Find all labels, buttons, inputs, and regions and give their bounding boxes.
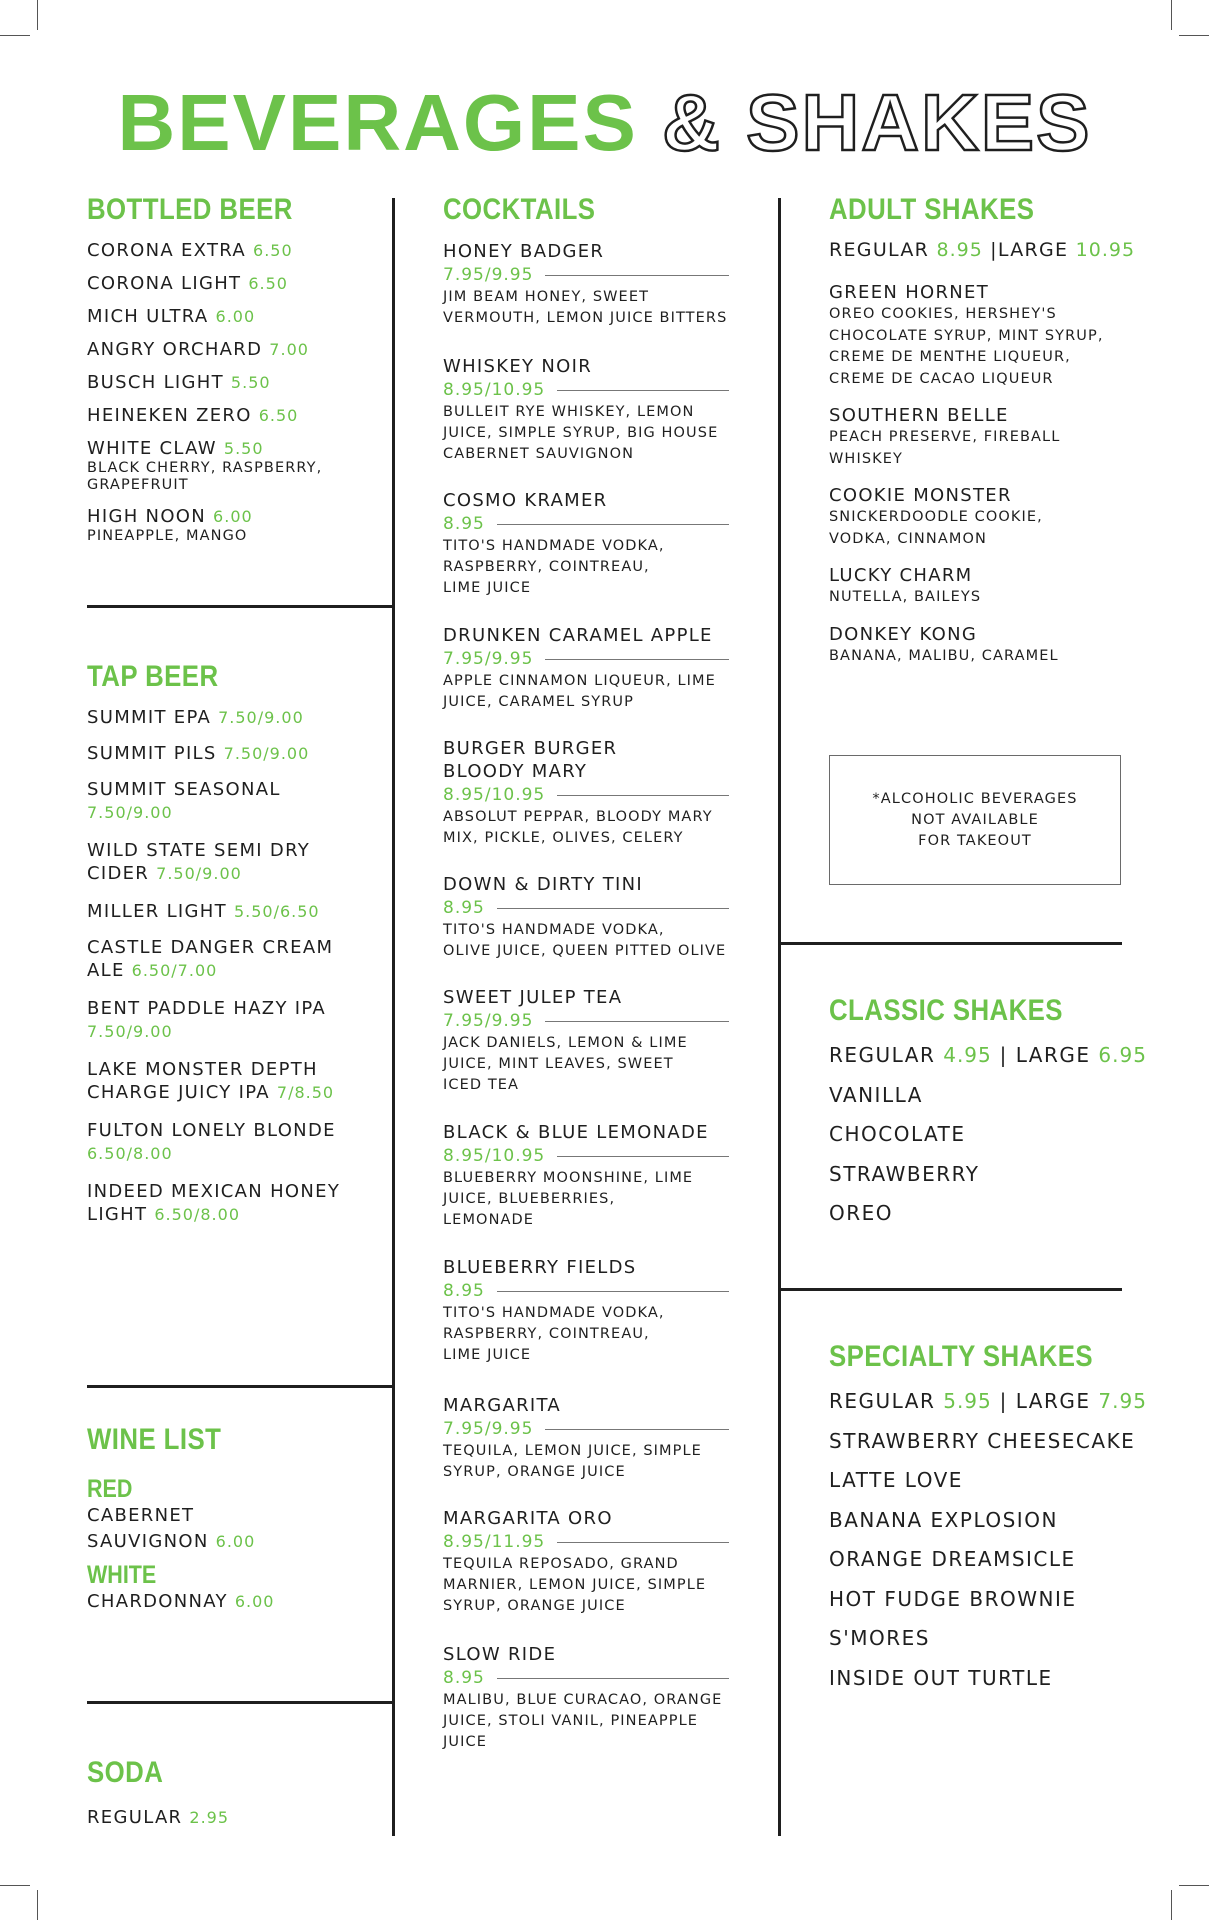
menu-item: CORONA LIGHT 6.50 (87, 273, 288, 294)
crop-mark (1179, 1885, 1209, 1886)
cocktail-item: WHISKEY NOIR 8.95/10.95 BULLEIT RYE WHISKEY, LEMON JUICE, SIMPLE SYRUP, BIG HOUSE CABERNET SAUVIGNON (443, 355, 729, 465)
shake-item: BANANA EXPLOSION (829, 1508, 1058, 1532)
shake-item: COOKIE MONSTER SNICKERDOODLE COOKIE, VODKA, CINNAMON (829, 485, 1043, 547)
size-prices: REGULAR 5.95 | LARGE 7.95 (829, 1389, 1147, 1413)
shake-item: LUCKY CHARM NUTELLA, BAILEYS (829, 565, 982, 605)
adult-shakes-section (829, 193, 1136, 667)
menu-item: BUSCH LIGHT 5.50 (87, 372, 271, 393)
shake-item: STRAWBERRY CHEESECAKE (829, 1429, 1136, 1453)
column-divider (392, 198, 395, 1836)
section-heading: COCKTAILS (443, 193, 596, 226)
cocktail-item: MARGARITA ORO 8.95/11.95 TEQUILA REPOSADO, GRAND MARNIER, LEMON JUICE, SIMPLE SYRUP, ORANGE JUICE (443, 1507, 729, 1617)
menu-item: HIGH NOON 6.00 PINEAPPLE, MANGO (87, 506, 253, 544)
shake-item: INSIDE OUT TURTLE (829, 1666, 1053, 1690)
shake-item: HOT FUDGE BROWNIE (829, 1587, 1077, 1611)
menu-item: CABERNET (87, 1505, 195, 1526)
cocktails-heading-block (443, 193, 743, 227)
menu-item: CASTLE DANGER CREAM ALE 6.50/7.00 (87, 937, 334, 981)
menu-item: MICH ULTRA 6.00 (87, 306, 256, 327)
section-divider (87, 1385, 392, 1388)
menu-item: MILLER LIGHT 5.50/6.50 (87, 901, 320, 922)
column-divider (778, 198, 781, 1836)
menu-item: SAUVIGNON 6.00 (87, 1531, 256, 1552)
crop-mark (37, 1890, 38, 1920)
takeout-notice: *ALCOHOLIC BEVERAGES NOT AVAILABLE FOR TAKEOUT (829, 755, 1121, 885)
cocktail-item: DRUNKEN CARAMEL APPLE 7.95/9.95 APPLE CINNAMON LIQUEUR, LIME JUICE, CARAMEL SYRUP (443, 624, 729, 713)
section-heading: SPECIALTY SHAKES (829, 1340, 1093, 1373)
section-divider (778, 1288, 1122, 1291)
shake-item: STRAWBERRY (829, 1162, 980, 1186)
section-heading: ADULT SHAKES (829, 193, 1035, 226)
crop-mark (1179, 35, 1209, 36)
soda-section (87, 1756, 387, 1829)
crop-mark (1171, 1890, 1172, 1920)
wine-white-label: WHITE (87, 1561, 157, 1589)
classic-shakes-section (829, 994, 1147, 1226)
shake-item: GREEN HORNET OREO COOKIES, HERSHEY'S CHOCOLATE SYRUP, MINT SYRUP, CREME DE MENTHE LIQUEUR, CREME DE CACAO LIQUEUR (829, 282, 1104, 387)
crop-mark (37, 0, 38, 30)
menu-item: SUMMIT SEASONAL 7.50/9.00 (87, 779, 281, 822)
title-shakes: & SHAKES (662, 78, 1092, 167)
wine-red-label: RED (87, 1475, 133, 1503)
menu-item: CHARDONNAY 6.00 (87, 1591, 275, 1612)
cocktail-item: MARGARITA 7.95/9.95 TEQUILA, LEMON JUICE, SIMPLE SYRUP, ORANGE JUICE (443, 1394, 729, 1483)
size-prices: REGULAR 8.95 |LARGE 10.95 (829, 239, 1136, 261)
size-prices: REGULAR 4.95 | LARGE 6.95 (829, 1043, 1147, 1067)
cocktail-item: COSMO KRAMER 8.95 TITO'S HANDMADE VODKA, RASPBERRY, COINTREAU, LIME JUICE (443, 489, 729, 599)
specialty-shakes-section (829, 1340, 1147, 1691)
cocktail-item: HONEY BADGER 7.95/9.95 JIM BEAM HONEY, SWEET VERMOUTH, LEMON JUICE BITTERS (443, 241, 728, 326)
shake-item: CHOCOLATE (829, 1122, 966, 1146)
menu-item: LAKE MONSTER DEPTH CHARGE JUICY IPA 7/8.50 (87, 1059, 335, 1103)
shake-item: ORANGE DREAMSICLE (829, 1547, 1076, 1571)
menu-item: INDEED MEXICAN HONEY LIGHT 6.50/8.00 (87, 1181, 341, 1225)
shake-item: S'MORES (829, 1626, 930, 1650)
menu-item: REGULAR 2.95 (87, 1807, 230, 1828)
section-divider (87, 605, 392, 608)
crop-mark (1171, 0, 1172, 30)
menu-item: WILD STATE SEMI DRY CIDER 7.50/9.00 (87, 840, 311, 884)
shake-item: SOUTHERN BELLE PEACH PRESERVE, FIREBALL WHISKEY (829, 405, 1061, 467)
cocktail-item: BLACK & BLUE LEMONADE 8.95/10.95 BLUEBERRY MOONSHINE, LIME JUICE, BLUEBERRIES, LEMONADE (443, 1121, 729, 1231)
menu-item: ANGRY ORCHARD 7.00 (87, 339, 309, 360)
section-divider (778, 942, 1122, 945)
menu-item: CORONA EXTRA 6.50 (87, 240, 293, 261)
cocktail-item: BURGER BURGER BLOODY MARY 8.95/10.95 ABSOLUT PEPPAR, BLOODY MARY MIX, PICKLE, OLIVES, CELERY (443, 737, 729, 849)
cocktail-item: BLUEBERRY FIELDS 8.95 TITO'S HANDMADE VODKA, RASPBERRY, COINTREAU, LIME JUICE (443, 1256, 729, 1366)
section-heading: WINE LIST (87, 1423, 222, 1456)
page-title (0, 78, 1209, 168)
menu-item: WHITE CLAW 5.50 BLACK CHERRY, RASPBERRY, GRAPEFRUIT (87, 438, 323, 493)
title-beverages: BEVERAGES (117, 78, 638, 167)
shake-item: DONKEY KONG BANANA, MALIBU, CARAMEL (829, 623, 1059, 664)
shake-item: OREO (829, 1201, 894, 1225)
crop-mark (0, 35, 30, 36)
menu-item: FULTON LONELY BLONDE 6.50/8.00 (87, 1120, 336, 1163)
tap-beer-section (87, 660, 387, 1226)
bottled-beer-section (87, 193, 387, 545)
section-divider (87, 1701, 392, 1704)
crop-mark (0, 1885, 30, 1886)
section-heading: SODA (87, 1756, 164, 1789)
section-heading: BOTTLED BEER (87, 193, 293, 226)
shake-item: VANILLA (829, 1083, 923, 1107)
section-heading: TAP BEER (87, 660, 219, 693)
wine-section (87, 1423, 387, 1615)
menu-item: HEINEKEN ZERO 6.50 (87, 405, 299, 426)
cocktail-item: DOWN & DIRTY TINI 8.95 TITO'S HANDMADE VODKA, OLIVE JUICE, QUEEN PITTED OLIVE (443, 873, 729, 962)
cocktail-item: SWEET JULEP TEA 7.95/9.95 JACK DANIELS, LEMON & LIME JUICE, MINT LEAVES, SWEET ICED TEA (443, 986, 729, 1096)
menu-item: BENT PADDLE HAZY IPA 7.50/9.00 (87, 998, 326, 1041)
section-heading: CLASSIC SHAKES (829, 994, 1063, 1027)
cocktail-item: SLOW RIDE 8.95 MALIBU, BLUE CURACAO, ORANGE JUICE, STOLI VANIL, PINEAPPLE JUICE (443, 1643, 729, 1753)
menu-item: SUMMIT EPA 7.50/9.00 (87, 707, 304, 728)
menu-item: SUMMIT PILS 7.50/9.00 (87, 743, 310, 764)
shake-item: LATTE LOVE (829, 1468, 963, 1492)
